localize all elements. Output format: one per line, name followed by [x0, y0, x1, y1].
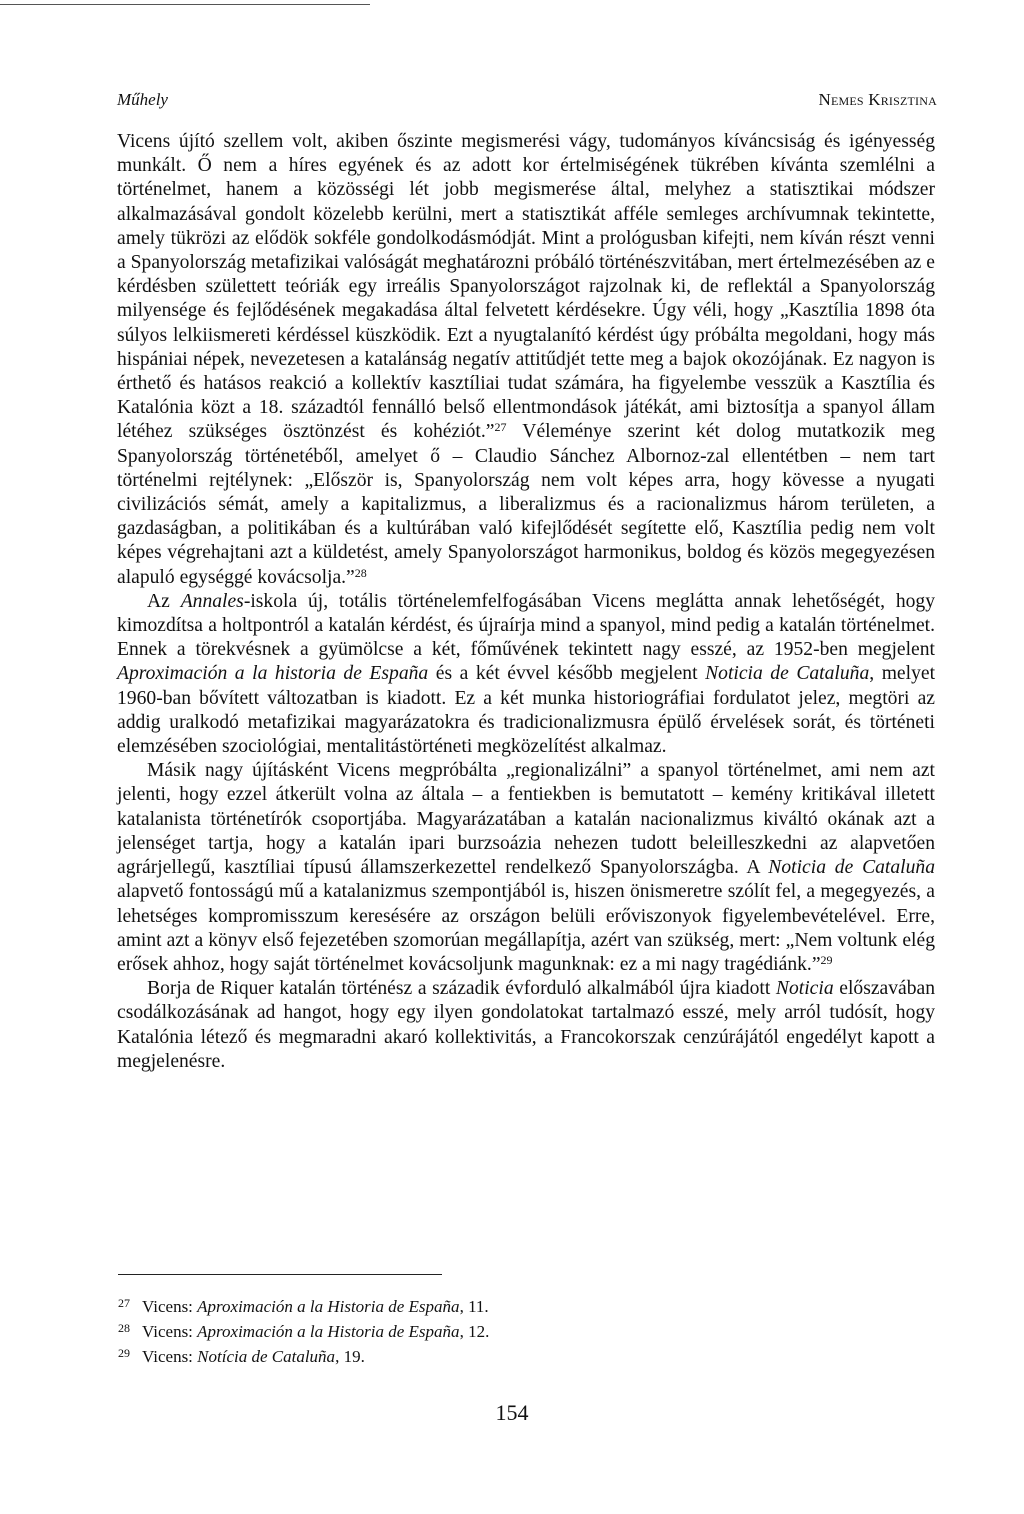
- p4-text-a: Borja de Riquer katalán történész a századik évforduló alkalmából újra kiadott: [147, 978, 776, 1000]
- footnote-page: , 11.: [459, 1297, 489, 1316]
- p2-text-b: -iskola új, totális történelemfelfogásában Vicens meglátta annak lehetőségét, hogy kimozdítsa a holtpontról a katalán kérdést, és újraírja mind a spanyol, mind pedig a katalán történelmet. Ennek a törekvésnek a gyümölcse a két, főművének tekintett nagy esszé, az 1952-ben megjelent: [117, 590, 936, 661]
- p1-text-b: Véleménye szerint két dolog mutatkozik meg Spanyolország történetéből, amelyet ő – Claudio Sánchez Albornoz-zal ellentétben – nem tart történelmi rejtélynek: „Először is, Spanyolország nem volt képes arra, hogy kövesse a nyugati civilizációs sémát, amely a kapitalizmus, a liberalizmus és a racionalizmus három területen, a gazdaságban, a politikában és a kultúrában való kifejlődését segítette elő, Kasztília pedig nem volt képes végrehajtani azt a küldetést, amely Spanyolországot harmonikus, boldog és közös megegyezésen alapuló egységgé kovácsolja.”: [117, 421, 935, 588]
- paragraph-3: [117, 759, 935, 977]
- p2-italic-annales: Annales: [180, 590, 244, 612]
- footnote-number: 28: [118, 1321, 130, 1335]
- page-number: 154: [495, 1400, 529, 1425]
- footnote-rule: [118, 1274, 442, 1275]
- footnote-ref-29: 29: [820, 952, 833, 967]
- p2-text-a: Az: [147, 590, 181, 612]
- footnote-number: 29: [118, 1346, 130, 1360]
- p1-text-a: Vicens újító szellem volt, akiben őszinte megismerési vágy, tudományos kíváncsiság és igényesség munkált. Ő nem a híres egyének és az adott kor értelmiségének tükrében kívánta szemlélni a történelmet, hanem a közösségi lét jobb megismerése által, melyhez a statisztikai módszer alkalmazásával gondolt közelebb kerülni, mert a statisztikát afféle semleges archívumnak tekintette, amely tükrözi az elődök sokféle gondolkodásmódját. Mint a prológusban kifejti, nem kíván részt venni a Spanyolország metafizikai valóságát meghatározni próbáló történészvitában, mert értelmezésében az e kérdésben születtett teóriák egy irreális Spanyolországot rajzolnak ki, de reflektál a Spanyolország milyensége és fejlődésének megakadása által felvetett kérdésekre. Úgy véli, hogy „Kasztília 1898 óta súlyos lelkiismereti kérdéssel küszködik. Ezt a nyugtalanító kérdést úgy próbálta megoldani, hogy más hispániai népek, nevezetesen a katalánság negatív attitűdjét tette meg a bajok okozójának. Ez nagyon is érthető és hatásos reakció a kollektív kasztíliai tudat számára, ha figyelembe vesszük a Kasztília és Katalónia közt a 18. századtól fennálló belső ellentmondások játékát, ami biztosítja a spanyol állam létéhez szükséges ösztönzést és kohéziót.”: [117, 131, 935, 443]
- paragraph-1: [117, 130, 935, 590]
- p4-italic-noticia: Noticia: [775, 978, 834, 1000]
- running-header: [117, 90, 937, 110]
- footnote-title: Aproximación a la Historia de España: [197, 1322, 460, 1341]
- p3-text-b: alapvető fontosságú mű a katalanizmus szempontjából is, hiszen önismeretre szólít fel, a megegyezés, a lehetséges kompromisszum keresésére az országon belüli erőviszonyok figyelembevételével. Erre, amint azt a könyv első fejezetében szomorúan megállapítja, azért van szükség, mert: „Nem voltunk elég erősek ahhoz, hogy saját történelmet kovácsoljunk magunknak: ez a mi nagy tragédiánk.”: [117, 881, 935, 975]
- p2-text-c: és a két évvel később megjelent: [428, 663, 706, 685]
- footnote: [118, 1294, 818, 1319]
- footnote-ref-28: 28: [354, 565, 367, 580]
- body-text: [117, 130, 935, 1074]
- top-rule: [0, 4, 370, 5]
- paragraph-2: [117, 590, 935, 759]
- footnote-text: [142, 1319, 489, 1344]
- footnote: [118, 1344, 818, 1369]
- footnotes: [118, 1294, 818, 1369]
- footnote-text: [142, 1344, 365, 1369]
- p4-text-b: előszavában csodálkozásának ad hangot, hogy egy ilyen gondolatokat tartalmazó esszé, mely arról tudósít, hogy Katalónia létező és megmaradni akaró kollektivitás, a Francokorszak cenzúrájától engedélyt kapott a megjelenésre.: [117, 978, 936, 1072]
- footnote-author: Vicens:: [142, 1347, 198, 1366]
- p2-text-d: , melyet 1960-ban bővített változatban is kiadott. Ez a két munka historiográfiai fordulatot jelez, megtöri az addig uralkodó metafizikai magyarázatokra és tradicionalizmusra épülő érvelések sorát, és történeti elemzésében szociológiai, mentalitástörténeti megközelítést alkalmaz.: [117, 663, 936, 758]
- p3-text-a: Másik nagy újításként Vicens megpróbálta „regionalizálni” a spanyol történelmet, ami nem azt jelenti, hogy ezzel átkerült volna az általa – a fentiekben is bemutatott – kemény kritikával illetett katalanista történetírók csoportjába. Magyarázatában a katalán nacionalizmus kiváltó okának azt a jelenséget tartja, hogy a katalán ipari burzsoázia nehezen tudott beleilleszkedni az alapvetően agrárjellegű, kasztíliai típusú államszerkezettel rendelkező Spanyolországba. A: [117, 760, 935, 879]
- footnote-page: , 12.: [459, 1322, 490, 1341]
- footnote-title: Aproximación a la Historia de España: [197, 1297, 460, 1316]
- footnote-number: 27: [118, 1296, 130, 1310]
- footnote-page: , 19.: [335, 1347, 365, 1366]
- footnote-title: Notícia de Cataluña: [197, 1347, 336, 1366]
- footnote-ref-27: 27: [494, 420, 507, 435]
- p2-italic-noticia: Noticia de Cataluña: [705, 663, 870, 685]
- p3-italic-noticia: Noticia de Cataluña: [768, 857, 936, 879]
- p2-italic-aproximacion: Aproximación a la historia de España: [117, 663, 429, 685]
- author-name: Nemes Krisztina: [818, 90, 937, 109]
- paragraph-4: [117, 977, 935, 1074]
- footnote-author: Vicens:: [142, 1297, 198, 1316]
- footnote-text: [142, 1294, 489, 1319]
- footnote: [118, 1319, 818, 1344]
- footnote-author: Vicens:: [142, 1322, 198, 1341]
- section-title: Műhely: [117, 90, 168, 109]
